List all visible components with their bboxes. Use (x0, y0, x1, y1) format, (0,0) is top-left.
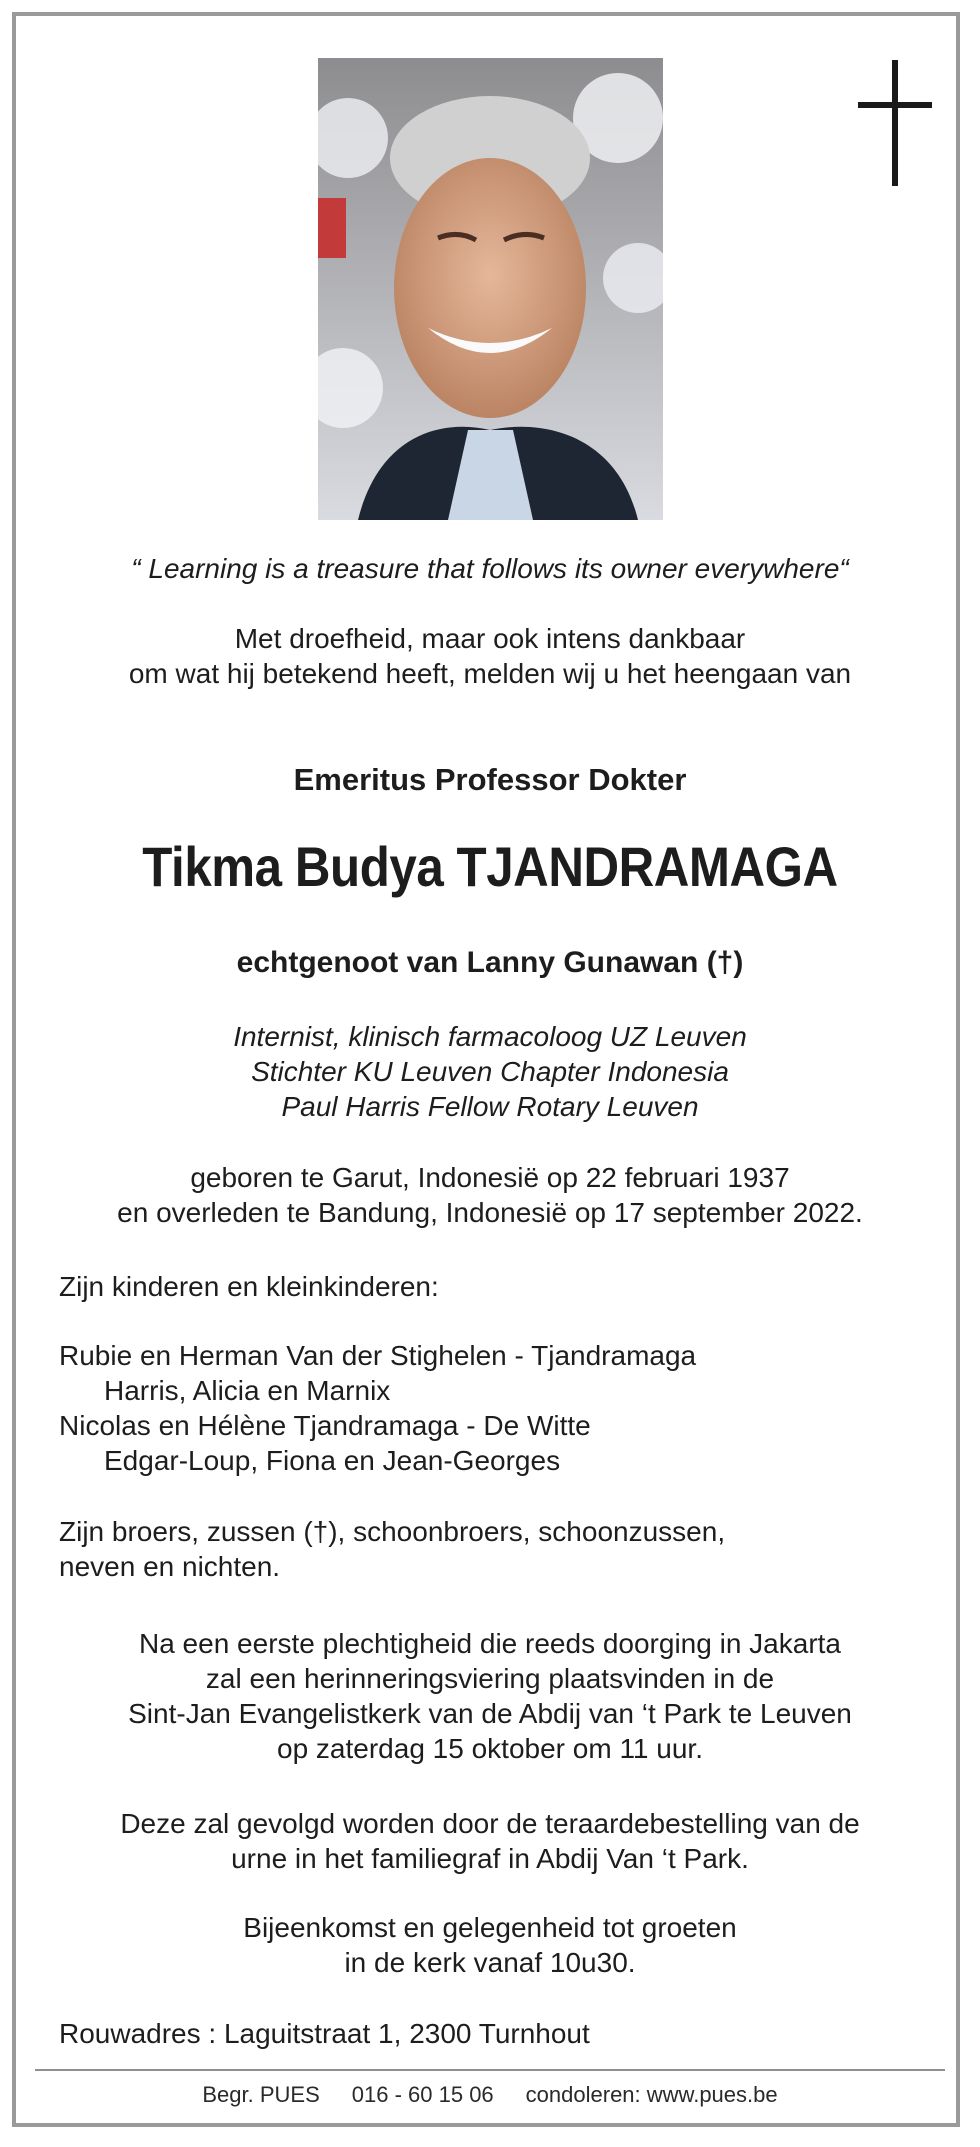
undertaker-name: Begr. PUES (202, 2082, 320, 2107)
children-heading: Zijn kinderen en kleinkinderen: (59, 1271, 439, 1302)
gathering-line: Bijeenkomst en gelegenheid tot groeten (243, 1912, 737, 1943)
ceremony-line: op zaterdag 15 oktober om 11 uur. (277, 1733, 703, 1764)
footer-divider (35, 2069, 945, 2071)
roles (40, 1019, 940, 1124)
ceremony-line: Sint-Jan Evangelistkerk van de Abdij van ‘t Park te Leuven (128, 1698, 852, 1729)
ceremony-line: Na een eerste plechtigheid die reeds doorging in Jakarta (138, 1628, 841, 1659)
undertaker-phone: 016 - 60 15 06 (351, 2082, 494, 2107)
life-dates (40, 1160, 940, 1230)
list-item: Nicolas en Hélène Tjandramaga - De Witte (59, 1410, 591, 1441)
death-line: en overleden te Bandung, Indonesië op 17 september 2022. (117, 1197, 863, 1228)
condolences-link[interactable]: condoleren: www.pues.be (525, 2082, 778, 2107)
footer (0, 2081, 980, 2109)
role-line: Stichter KU Leuven Chapter Indonesia (251, 1056, 729, 1087)
siblings-line: neven en nichten. (59, 1551, 281, 1582)
portrait-photo (318, 58, 663, 520)
children-list (59, 1338, 919, 1478)
siblings-line: Zijn broers, zussen (†), schoonbroers, schoonzussen, (59, 1516, 726, 1547)
list-item: Harris, Alicia en Marnix (104, 1375, 391, 1406)
role-line: Internist, klinisch farmacoloog UZ Leuven (233, 1021, 747, 1052)
burial-info (40, 1806, 940, 1876)
gathering-line: in de kerk vanaf 10u30. (344, 1947, 636, 1978)
role-line: Paul Harris Fellow Rotary Leuven (281, 1091, 699, 1122)
ceremony-info (40, 1626, 940, 1766)
burial-line: urne in het familiegraf in Abdij Van ‘t Park. (231, 1843, 749, 1874)
list-item: Edgar-Loup, Fiona en Jean-Georges (104, 1445, 561, 1476)
list-item: Rubie en Herman Van der Stighelen - Tjandramaga (59, 1340, 697, 1371)
announcement-intro (40, 621, 940, 691)
intro-line: om wat hij betekend heeft, melden wij u het heengaan van (128, 658, 852, 689)
quote: “ Learning is a treasure that follows its owner everywhere“ (131, 553, 849, 584)
intro-line: Met droefheid, maar ook intens dankbaar (234, 623, 746, 654)
deceased-name: Tikma Budya TJANDRAMAGA (142, 835, 838, 898)
honorific-title: Emeritus Professor Dokter (293, 762, 687, 797)
spouse-line: echtgenoot van Lanny Gunawan (†) (236, 946, 744, 979)
siblings (59, 1514, 919, 1584)
birth-line: geboren te Garut, Indonesië op 22 februari 1937 (190, 1162, 790, 1193)
ceremony-line: zal een herinneringsviering plaatsvinden in de (205, 1663, 775, 1694)
gathering-info (40, 1910, 940, 1980)
mourning-address: Rouwadres : Laguitstraat 1, 2300 Turnhout (59, 2018, 590, 2049)
cross-icon (858, 60, 932, 186)
burial-line: Deze zal gevolgd worden door de teraardebestelling van de (120, 1808, 860, 1839)
